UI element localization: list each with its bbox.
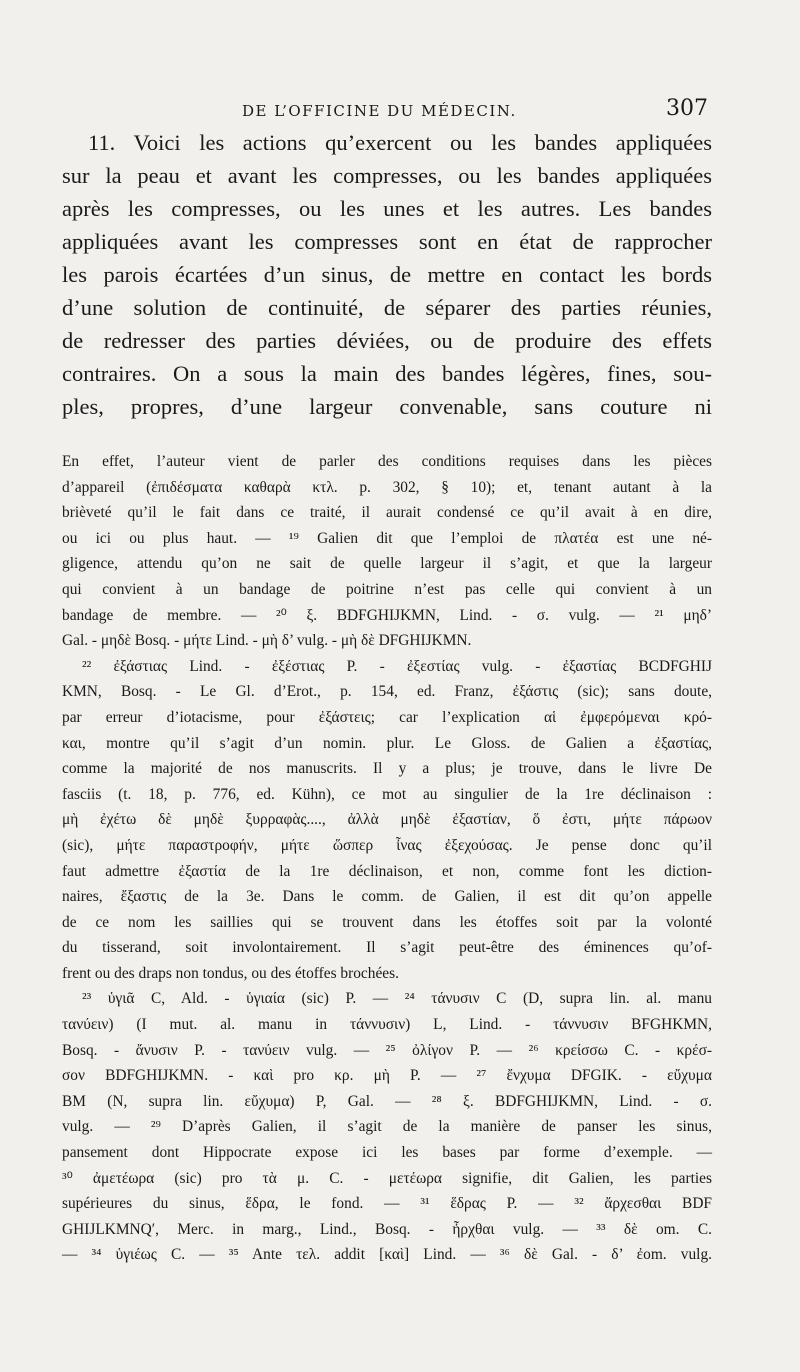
footnote-line: de ce nom les saillies qui se trouvent dans les étoffes soit par la volonté: [62, 913, 712, 931]
footnote-line: bandage de membre. — ²⁰ ξ. BDFGHIJKMN, Lind. - σ. vulg. — ²¹ μηδ’: [62, 606, 712, 624]
footnote-line: du tisserand, soit involontairement. Il s’agit peut-être des éminences qu’of-: [62, 939, 712, 957]
footnote-line: Gal. - μηδὲ Bosq. - μήτε Lind. - μὴ δ’ vulg. - μὴ δὲ DFGHIJKMN.: [62, 632, 472, 650]
footnote-line: και, montre qu’il s’agit d’un nomin. plur. Le Gloss. de Galien a ἐξαστίας,: [62, 734, 712, 752]
footnote-line: vulg. — ²⁹ D’après Galien, il s’agit de la manière de panser les sinus,: [62, 1118, 712, 1136]
footnote-line: τανύειν) (I mut. al. manu in τάννυσιν) L, Lind. - τάννυσιν BFGHKMN,: [62, 1016, 712, 1034]
footnote-line: frent ou des draps non tondus, ou des étoffes brochées.: [62, 964, 399, 982]
footnote-line: GHIJLKMNQ′, Merc. in marg., Lind., Bosq. - ἦρχθαι vulg. — ³³ δὲ om. C.: [62, 1220, 712, 1238]
text-line: ples, propres, d’une largeur convenable, sans couture ni: [62, 394, 712, 419]
text-line: sur la peau et avant les compresses, ou les bandes appliquées: [62, 163, 712, 188]
footnote-line: naires, ἔξαστις de la 3e. Dans le comm. de Galien, il est dit qu’on appelle: [62, 888, 712, 906]
text-line: après les compresses, ou les unes et les autres. Les bandes: [62, 196, 712, 221]
footnote-line: supérieures du sinus, ἕδρα, le fond. — ³¹ ἕδρας P. — ³² ἄρχεσθαι BDF: [62, 1195, 712, 1213]
footnote-line: μὴ ἐχέτω δὲ μηδὲ ξυρραφὰς...., ἀλλὰ μηδὲ ἐξαστίαν, ὅ ἐστι, μήτε πάρωον: [62, 811, 712, 829]
text-line: contraires. On a sous la main des bandes légères, fines, sou-: [62, 361, 712, 386]
footnote-line: En effet, l’auteur vient de parler des conditions requises dans les pièces: [62, 453, 712, 470]
footnote-line: ³⁰ ἀμετέωρα (sic) pro τὰ μ. C. - μετέωρα signifie, dit Galien, les parties: [62, 1169, 712, 1187]
footnote-line: — ³⁴ ὑγιέως C. — ³⁵ Ante τελ. addit [καὶ] Lind. — ³⁶ δὲ Gal. - δ’ ἐom. vulg.: [62, 1246, 712, 1264]
footnote-line: KMN, Bosq. - Le Gl. d’Erot., p. 154, ed. Franz, ἐξάστις (sic); sans doute,: [62, 683, 712, 701]
text-line: de redresser des parties déviées, ou de produire des effets: [62, 328, 712, 353]
footnote-line: fasciis (t. 18, p. 776, ed. Kühn), ce mot au singulier de la 1re déclinaison :: [62, 785, 712, 803]
footnote-line: ou ici ou plus haut. — ¹⁹ Galien dit que l’emploi de πλατέα est une né-: [62, 529, 712, 547]
footnote-line: d’appareil (ἐπιδέσματα καθαρὰ κτλ. p. 302, § 10); et, tenant autant à la: [62, 478, 712, 496]
footnote-line: brièveté qu’il le fait dans ce traité, il aurait condensé ce qu’il avait à en dire,: [62, 504, 712, 522]
footnote-line: σον BDFGHIJKMN. - καὶ pro κρ. μὴ P. — ²⁷ ἔνχυμα DFGIK. - εὔχυμα: [62, 1067, 712, 1085]
footnote-line: qui convient à un bandage de poitrine n’est pas celle qui convient à un: [62, 580, 712, 598]
footnote-line: ²² ἐξάστιας Lind. - ἐξέστιας P. - ἐξεστίας vulg. - ἐξαστίας BCDFGHIJ: [82, 657, 712, 675]
footnotes: [62, 449, 712, 1268]
footnote-line: gligence, attendu qu’on ne sait de quelle largeur il s’agit, et que la largeur: [62, 555, 712, 573]
running-head: DE L’OFFICINE DU MÉDECIN.: [242, 102, 517, 120]
footnote-line: (sic), μήτε παραστροφήν, μήτε ὥσπερ ἶνας ἐξεχούσας. Je pense donc qu’il: [62, 836, 712, 854]
footnote-line: BM (N, supra lin. εὔχυμα) P, Gal. — ²⁸ ξ. BDFGHIJKMN, Lind. - σ.: [62, 1092, 712, 1110]
footnote-line: faut admettre ἐξαστία de la 1re déclinaison, et non, comme font les diction-: [62, 862, 712, 880]
text-line: 11. Voici les actions qu’exercent ou les bandes appliquées: [88, 130, 712, 155]
text-line: d’une solution de continuité, de séparer des parties réunies,: [62, 295, 712, 320]
main-paragraph: [62, 126, 712, 423]
footnote-line: ²³ ὑγιᾶ C, Ald. - ὑγιαία (sic) P. — ²⁴ τάνυσιν C (D, supra lin. al. manu: [82, 990, 712, 1008]
book-page: [62, 92, 712, 1268]
page-number: 307: [666, 96, 708, 121]
text-line: les parois écartées d’un sinus, de mettre en contact les bords: [62, 262, 712, 287]
footnote-line: comme la majorité de nos manuscrits. Il y a plus; je trouve, dans le livre De: [62, 760, 712, 778]
footnote-line: par erreur d’iotacisme, pour ἐξάστεις; car l’explication αἱ ἐμφερόμεναι κρό-: [62, 708, 712, 726]
footnote-line: pansement dont Hippocrate expose ici les bases par forme d’exemple. —: [62, 1144, 712, 1162]
footnote-line: Bosq. - ἄνυσιν P. - τανύειν vulg. — ²⁵ ὀλίγον P. — ²⁶ κρείσσω C. - κρέσ-: [62, 1041, 712, 1059]
text-line: appliquées avant les compresses sont en état de rapprocher: [62, 229, 712, 254]
page-header: [62, 92, 712, 126]
